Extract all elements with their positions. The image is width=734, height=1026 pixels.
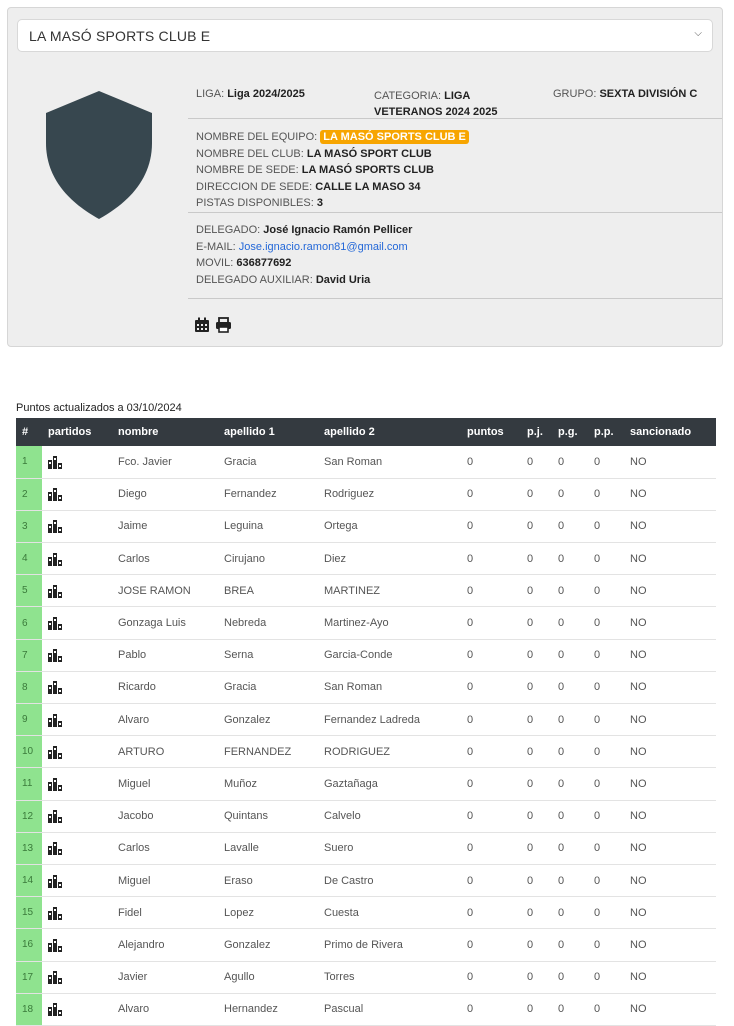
cell-index: 15	[16, 897, 42, 929]
cell-pj: 0	[521, 736, 552, 768]
cell-apellido1: Gracia	[218, 671, 318, 703]
cell-index: 3	[16, 510, 42, 542]
cell-sancionado: NO	[624, 736, 716, 768]
cell-pj: 0	[521, 478, 552, 510]
cell-pp: 0	[588, 768, 624, 800]
cell-pp: 0	[588, 671, 624, 703]
cell-partidos[interactable]	[42, 446, 112, 478]
movil-field: MOVIL: 636877692	[196, 257, 292, 269]
cell-sancionado: NO	[624, 897, 716, 929]
podium-icon[interactable]	[48, 938, 62, 952]
cell-apellido2: San Roman	[318, 671, 461, 703]
table-row	[16, 510, 716, 542]
cell-apellido2: Martinez-Ayo	[318, 607, 461, 639]
podium-icon[interactable]	[48, 777, 62, 791]
col-header-apellido2: apellido 2	[318, 418, 461, 446]
cell-puntos: 0	[461, 832, 521, 864]
table-row	[16, 704, 716, 736]
pistas-field: PISTAS DISPONIBLES: 3	[196, 197, 323, 209]
cell-apellido2: Calvelo	[318, 800, 461, 832]
cell-index: 2	[16, 478, 42, 510]
calendar-icon[interactable]	[194, 317, 210, 333]
cell-index: 4	[16, 543, 42, 575]
table-row	[16, 736, 716, 768]
chevron-down-icon: ⌵	[694, 28, 702, 39]
cell-sancionado: NO	[624, 575, 716, 607]
cell-puntos: 0	[461, 961, 521, 993]
cell-sancionado: NO	[624, 639, 716, 671]
cell-partidos[interactable]	[42, 639, 112, 671]
cell-nombre: JOSE RAMON	[112, 575, 218, 607]
email-link[interactable]: Jose.ignacio.ramon81@gmail.com	[238, 240, 408, 253]
col-header-index: #	[16, 418, 42, 446]
cell-apellido2: Fernandez Ladreda	[318, 704, 461, 736]
cell-puntos: 0	[461, 446, 521, 478]
cell-partidos[interactable]	[42, 478, 112, 510]
cell-nombre: Javier	[112, 961, 218, 993]
cell-nombre: Carlos	[112, 832, 218, 864]
cell-pp: 0	[588, 446, 624, 478]
cell-sancionado: NO	[624, 671, 716, 703]
cell-pj: 0	[521, 575, 552, 607]
cell-pp: 0	[588, 478, 624, 510]
cell-sancionado: NO	[624, 800, 716, 832]
cell-apellido2: RODRIGUEZ	[318, 736, 461, 768]
cell-partidos[interactable]	[42, 864, 112, 896]
table-row	[16, 929, 716, 961]
cell-nombre: Carlos	[112, 543, 218, 575]
cell-pg: 0	[552, 607, 588, 639]
cell-pg: 0	[552, 768, 588, 800]
print-icon[interactable]	[215, 317, 232, 333]
col-header-pj: p.j.	[521, 418, 552, 446]
cell-sancionado: NO	[624, 607, 716, 639]
podium-icon[interactable]	[48, 874, 62, 888]
cell-pp: 0	[588, 832, 624, 864]
cell-index: 7	[16, 639, 42, 671]
cell-pj: 0	[521, 671, 552, 703]
cell-puntos: 0	[461, 543, 521, 575]
players-table	[16, 418, 716, 1026]
cell-pj: 0	[521, 704, 552, 736]
cell-pg: 0	[552, 639, 588, 671]
cell-pp: 0	[588, 961, 624, 993]
team-card	[7, 7, 723, 347]
table-row	[16, 575, 716, 607]
cell-index: 5	[16, 575, 42, 607]
cell-apellido2: Gaztañaga	[318, 768, 461, 800]
cell-index: 16	[16, 929, 42, 961]
table-row	[16, 671, 716, 703]
table-row	[16, 800, 716, 832]
cell-pp: 0	[588, 575, 624, 607]
cell-partidos[interactable]	[42, 510, 112, 542]
podium-icon[interactable]	[48, 648, 62, 662]
cell-partidos[interactable]	[42, 607, 112, 639]
podium-icon[interactable]	[48, 906, 62, 920]
col-header-partidos: partidos	[42, 418, 112, 446]
cell-pg: 0	[552, 704, 588, 736]
cell-apellido1: BREA	[218, 575, 318, 607]
cell-nombre: Jaime	[112, 510, 218, 542]
cell-pg: 0	[552, 864, 588, 896]
cell-apellido1: Gracia	[218, 446, 318, 478]
cell-apellido1: Quintans	[218, 800, 318, 832]
direccion-field: DIRECCION DE SEDE: CALLE LA MASO 34	[196, 180, 421, 193]
podium-icon[interactable]	[48, 970, 62, 984]
cell-pp: 0	[588, 929, 624, 961]
cell-apellido1: Agullo	[218, 961, 318, 993]
divider	[188, 298, 722, 299]
cell-apellido1: Lavalle	[218, 832, 318, 864]
cell-nombre: Alejandro	[112, 929, 218, 961]
cell-apellido1: Muñoz	[218, 768, 318, 800]
table-row	[16, 961, 716, 993]
cell-pp: 0	[588, 639, 624, 671]
cell-apellido2: Torres	[318, 961, 461, 993]
cell-puntos: 0	[461, 639, 521, 671]
cell-pg: 0	[552, 929, 588, 961]
podium-icon[interactable]	[48, 745, 62, 759]
podium-icon[interactable]	[48, 584, 62, 598]
cell-pg: 0	[552, 543, 588, 575]
cell-nombre: Pablo	[112, 639, 218, 671]
cell-apellido2: Cuesta	[318, 897, 461, 929]
cell-puntos: 0	[461, 736, 521, 768]
cell-apellido1: Eraso	[218, 864, 318, 896]
cell-apellido1: Gonzalez	[218, 704, 318, 736]
cell-pj: 0	[521, 993, 552, 1025]
cell-pj: 0	[521, 800, 552, 832]
delegado-auxiliar-field: DELEGADO AUXILIAR: David Uria	[196, 273, 371, 286]
cell-apellido2: Primo de Rivera	[318, 929, 461, 961]
cell-pg: 0	[552, 961, 588, 993]
cell-index: 17	[16, 961, 42, 993]
cell-pp: 0	[588, 897, 624, 929]
cell-pg: 0	[552, 897, 588, 929]
cell-pg: 0	[552, 446, 588, 478]
cell-partidos[interactable]	[42, 800, 112, 832]
team-shield-logo	[46, 91, 152, 219]
table-row	[16, 543, 716, 575]
podium-icon[interactable]	[48, 552, 62, 566]
cell-apellido2: Garcia-Conde	[318, 639, 461, 671]
cell-nombre: Fco. Javier	[112, 446, 218, 478]
cell-partidos[interactable]	[42, 961, 112, 993]
cell-index: 12	[16, 800, 42, 832]
cell-nombre: Gonzaga Luis	[112, 607, 218, 639]
cell-puntos: 0	[461, 607, 521, 639]
podium-icon[interactable]	[48, 616, 62, 630]
cell-index: 14	[16, 864, 42, 896]
cell-puntos: 0	[461, 671, 521, 703]
cell-index: 1	[16, 446, 42, 478]
col-header-pp: p.p.	[588, 418, 624, 446]
team-select-value: LA MASÓ SPORTS CLUB E	[29, 28, 211, 44]
cell-apellido1: Hernandez	[218, 993, 318, 1025]
cell-pj: 0	[521, 639, 552, 671]
cell-index: 13	[16, 832, 42, 864]
podium-icon[interactable]	[48, 487, 62, 501]
card-actions	[194, 314, 232, 334]
cell-puntos: 0	[461, 575, 521, 607]
podium-icon[interactable]	[48, 809, 62, 823]
contact-details	[196, 222, 412, 288]
cell-sancionado: NO	[624, 864, 716, 896]
table-row	[16, 864, 716, 896]
cell-pg: 0	[552, 993, 588, 1025]
cell-sancionado: NO	[624, 510, 716, 542]
cell-apellido1: Gonzalez	[218, 929, 318, 961]
cell-pj: 0	[521, 768, 552, 800]
cell-apellido1: Cirujano	[218, 543, 318, 575]
cell-nombre: Jacobo	[112, 800, 218, 832]
cell-nombre: ARTURO	[112, 736, 218, 768]
cell-partidos[interactable]	[42, 575, 112, 607]
cell-puntos: 0	[461, 993, 521, 1025]
cell-sancionado: NO	[624, 543, 716, 575]
sede-field: NOMBRE DE SEDE: LA MASÓ SPORTS CLUB	[196, 164, 434, 176]
cell-pj: 0	[521, 929, 552, 961]
cell-partidos[interactable]	[42, 671, 112, 703]
cell-apellido2: Suero	[318, 832, 461, 864]
cell-apellido2: Ortega	[318, 510, 461, 542]
cell-pp: 0	[588, 800, 624, 832]
table-row	[16, 993, 716, 1025]
cell-sancionado: NO	[624, 993, 716, 1025]
cell-pg: 0	[552, 671, 588, 703]
podium-icon[interactable]	[48, 841, 62, 855]
cell-partidos[interactable]	[42, 736, 112, 768]
cell-partidos[interactable]	[42, 993, 112, 1025]
cell-pp: 0	[588, 993, 624, 1025]
points-updated-text: Puntos actualizados a 03/10/2024	[16, 402, 182, 414]
cell-partidos[interactable]	[42, 929, 112, 961]
col-header-sancionado: sancionado	[624, 418, 716, 446]
table-row	[16, 607, 716, 639]
liga-field: LIGA: Liga 2024/2025	[196, 88, 305, 100]
cell-nombre: Alvaro	[112, 993, 218, 1025]
cell-index: 10	[16, 736, 42, 768]
podium-icon[interactable]	[48, 519, 62, 533]
table-row	[16, 446, 716, 478]
cell-pj: 0	[521, 510, 552, 542]
cell-pj: 0	[521, 832, 552, 864]
cell-apellido1: Nebreda	[218, 607, 318, 639]
league-info	[194, 88, 722, 118]
nombre-equipo-field: NOMBRE DEL EQUIPO: LA MASÓ SPORTS CLUB E	[196, 129, 469, 146]
podium-icon[interactable]	[48, 455, 62, 469]
cell-partidos[interactable]	[42, 897, 112, 929]
cell-puntos: 0	[461, 929, 521, 961]
cell-apellido2: Diez	[318, 543, 461, 575]
categoria-field: CATEGORIA: LIGA VETERANOS 2024 2025	[374, 90, 498, 118]
cell-pj: 0	[521, 543, 552, 575]
team-name-badge: LA MASÓ SPORTS CLUB E	[320, 130, 469, 144]
email-field: E-MAIL: Jose.ignacio.ramon81@gmail.com	[196, 240, 408, 253]
cell-index: 9	[16, 704, 42, 736]
cell-apellido1: Lopez	[218, 897, 318, 929]
col-header-puntos: puntos	[461, 418, 521, 446]
table-row	[16, 478, 716, 510]
cell-pp: 0	[588, 607, 624, 639]
table-row	[16, 832, 716, 864]
divider	[188, 212, 722, 213]
cell-puntos: 0	[461, 768, 521, 800]
cell-sancionado: NO	[624, 768, 716, 800]
cell-sancionado: NO	[624, 478, 716, 510]
podium-icon[interactable]	[48, 713, 62, 727]
cell-nombre: Fidel	[112, 897, 218, 929]
cell-pp: 0	[588, 704, 624, 736]
cell-puntos: 0	[461, 897, 521, 929]
cell-nombre: Ricardo	[112, 671, 218, 703]
cell-partidos[interactable]	[42, 768, 112, 800]
cell-partidos[interactable]	[42, 543, 112, 575]
team-details	[196, 129, 469, 212]
cell-puntos: 0	[461, 864, 521, 896]
cell-pg: 0	[552, 832, 588, 864]
cell-pp: 0	[588, 864, 624, 896]
team-select[interactable]	[17, 19, 713, 52]
cell-index: 11	[16, 768, 42, 800]
cell-index: 6	[16, 607, 42, 639]
cell-apellido2: San Roman	[318, 446, 461, 478]
grupo-field: GRUPO: SEXTA DIVISIÓN C	[553, 88, 698, 100]
cell-sancionado: NO	[624, 832, 716, 864]
cell-partidos[interactable]	[42, 832, 112, 864]
cell-pp: 0	[588, 736, 624, 768]
cell-apellido1: Fernandez	[218, 478, 318, 510]
cell-nombre: Alvaro	[112, 704, 218, 736]
cell-puntos: 0	[461, 478, 521, 510]
cell-nombre: Miguel	[112, 864, 218, 896]
col-header-nombre: nombre	[112, 418, 218, 446]
cell-puntos: 0	[461, 800, 521, 832]
cell-partidos[interactable]	[42, 704, 112, 736]
cell-puntos: 0	[461, 704, 521, 736]
cell-pj: 0	[521, 607, 552, 639]
cell-index: 8	[16, 671, 42, 703]
table-row	[16, 639, 716, 671]
cell-pj: 0	[521, 446, 552, 478]
cell-pj: 0	[521, 961, 552, 993]
podium-icon[interactable]	[48, 680, 62, 694]
cell-index: 18	[16, 993, 42, 1025]
cell-pg: 0	[552, 575, 588, 607]
cell-apellido1: Serna	[218, 639, 318, 671]
cell-pg: 0	[552, 510, 588, 542]
table-row	[16, 897, 716, 929]
cell-nombre: Miguel	[112, 768, 218, 800]
cell-nombre: Diego	[112, 478, 218, 510]
cell-sancionado: NO	[624, 446, 716, 478]
col-header-pg: p.g.	[552, 418, 588, 446]
cell-apellido2: De Castro	[318, 864, 461, 896]
cell-apellido2: MARTINEZ	[318, 575, 461, 607]
cell-apellido2: Rodriguez	[318, 478, 461, 510]
table-header-row	[16, 418, 716, 446]
podium-icon[interactable]	[48, 1002, 62, 1016]
cell-sancionado: NO	[624, 704, 716, 736]
cell-pg: 0	[552, 800, 588, 832]
divider	[188, 118, 722, 119]
table-row	[16, 768, 716, 800]
cell-pj: 0	[521, 897, 552, 929]
col-header-apellido1: apellido 1	[218, 418, 318, 446]
cell-apellido1: Leguina	[218, 510, 318, 542]
delegado-field: DELEGADO: José Ignacio Ramón Pellicer	[196, 224, 413, 236]
cell-pj: 0	[521, 864, 552, 896]
nombre-club-field: NOMBRE DEL CLUB: LA MASÓ SPORT CLUB	[196, 147, 432, 160]
cell-pp: 0	[588, 510, 624, 542]
cell-pp: 0	[588, 543, 624, 575]
cell-pg: 0	[552, 478, 588, 510]
cell-apellido1: FERNANDEZ	[218, 736, 318, 768]
cell-sancionado: NO	[624, 961, 716, 993]
cell-sancionado: NO	[624, 929, 716, 961]
cell-pg: 0	[552, 736, 588, 768]
cell-apellido2: Pascual	[318, 993, 461, 1025]
cell-puntos: 0	[461, 510, 521, 542]
